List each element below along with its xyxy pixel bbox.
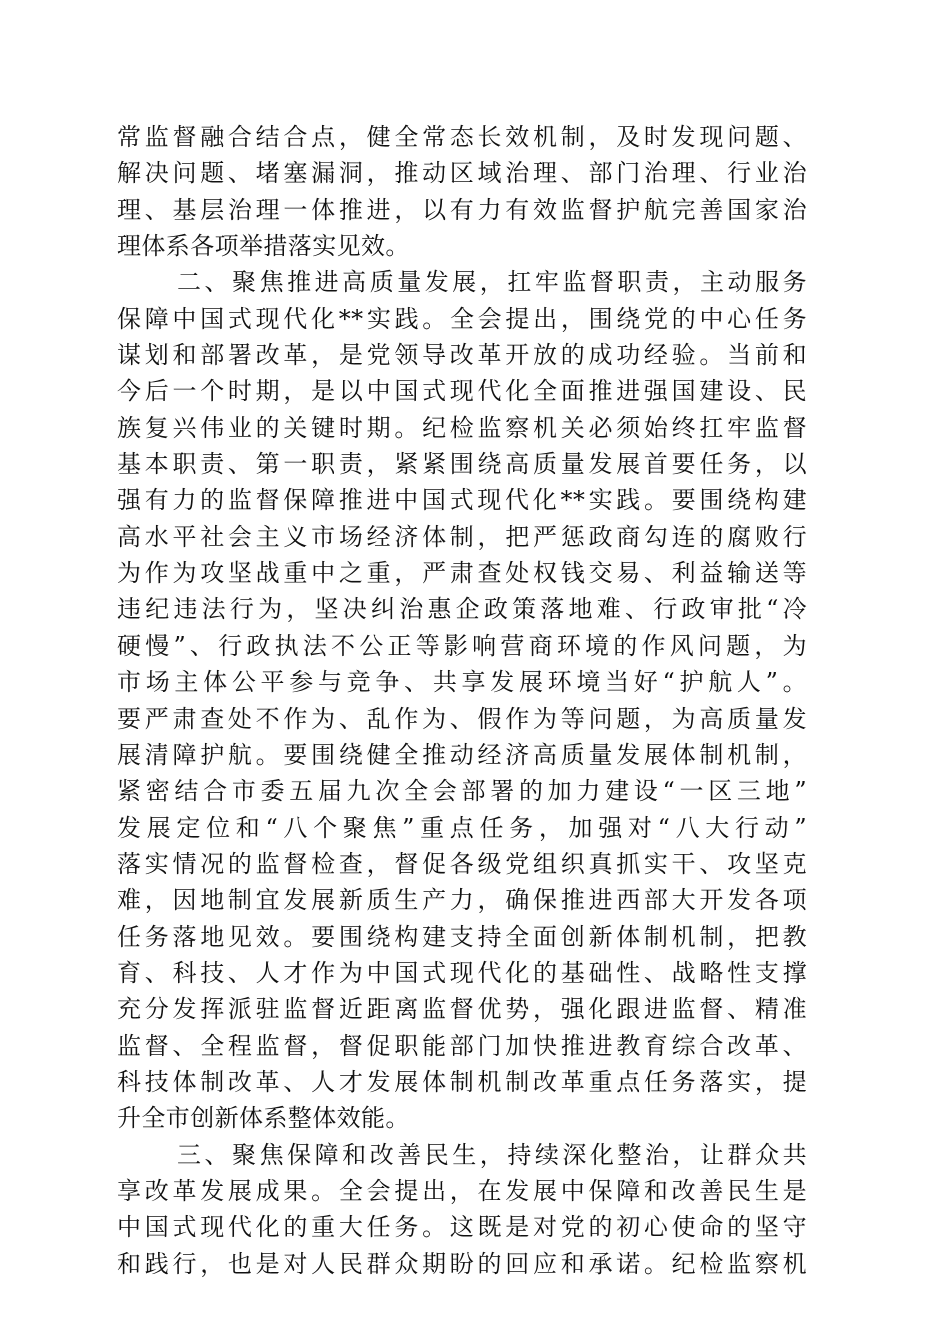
- text-line: 任务落地见效。要围绕构建支持全面创新体制机制，把教: [117, 922, 807, 951]
- text-line: 要严肃查处不作为、乱作为、假作为等问题，为高质量发: [117, 704, 807, 733]
- text-line: 科技体制改革、人才发展体制机制改革重点任务落实，提: [117, 1067, 807, 1096]
- document-page: [117, 119, 807, 1282]
- text-line: 展清障护航。要围绕健全推动经济高质量发展体制机制，: [117, 740, 807, 769]
- text-line: 族复兴伟业的关键时期。纪检监察机关必须始终扛牢监督: [117, 413, 807, 442]
- text-line: 发展定位和“八个聚焦”重点任务，加强对“八大行动”: [117, 813, 807, 842]
- text-line: 保障中国式现代化**实践。全会提出，围绕党的中心任务: [117, 304, 807, 333]
- text-line: 和践行，也是对人民群众期盼的回应和承诺。纪检监察机: [117, 1249, 807, 1278]
- text-line: 违纪违法行为，坚决纠治惠企政策落地难、行政审批“冷: [117, 595, 807, 624]
- text-line: 为作为攻坚战重中之重，严肃查处权钱交易、利益输送等: [117, 559, 807, 588]
- text-line: 理体系各项举措落实见效。: [117, 232, 410, 261]
- text-line: 强有力的监督保障推进中国式现代化**实践。要围绕构建: [117, 486, 807, 515]
- section-heading-line: 三、聚焦保障和改善民生，持续深化整治，让群众共: [177, 1140, 807, 1169]
- text-line: 常监督融合结合点，健全常态长效机制，及时发现问题、: [117, 123, 807, 151]
- text-line: 理、基层治理一体推进，以有力有效监督护航完善国家治: [117, 195, 807, 224]
- text-line: 升全市创新体系整体效能。: [117, 1104, 410, 1133]
- section-heading-line: 二、聚焦推进高质量发展，扛牢监督职责，主动服务: [177, 268, 807, 297]
- text-line: 谋划和部署改革，是党领导改革开放的成功经验。当前和: [117, 341, 807, 370]
- text-line: 监督、全程监督，督促职能部门加快推进教育综合改革、: [117, 1031, 807, 1060]
- text-line: 难，因地制宜发展新质生产力，确保推进西部大开发各项: [117, 886, 807, 915]
- text-line: 落实情况的监督检查，督促各级党组织真抓实干、攻坚克: [117, 849, 807, 878]
- text-line: 享改革发展成果。全会提出，在发展中保障和改善民生是: [117, 1176, 807, 1205]
- text-line: 高水平社会主义市场经济体制，把严惩政商勾连的腐败行: [117, 522, 807, 551]
- text-line: 充分发挥派驻监督近距离监督优势，强化跟进监督、精准: [117, 995, 807, 1024]
- text-line: 育、科技、人才作为中国式现代化的基础性、战略性支撑: [117, 958, 807, 987]
- text-line: 基本职责、第一职责，紧紧围绕高质量发展首要任务，以: [117, 450, 807, 479]
- text-line: 今后一个时期，是以中国式现代化全面推进强国建设、民: [117, 377, 807, 406]
- text-line: 中国式现代化的重大任务。这既是对党的初心使命的坚守: [117, 1213, 807, 1242]
- text-line: 解决问题、堵塞漏洞，推动区域治理、部门治理、行业治: [117, 159, 807, 188]
- text-line: 市场主体公平参与竞争、共享发展环境当好“护航人”。: [117, 668, 807, 697]
- text-line: 硬慢”、行政执法不公正等影响营商环境的作风问题，为: [117, 631, 807, 660]
- text-line: 紧密结合市委五届九次全会部署的加力建设“一区三地”: [117, 777, 807, 806]
